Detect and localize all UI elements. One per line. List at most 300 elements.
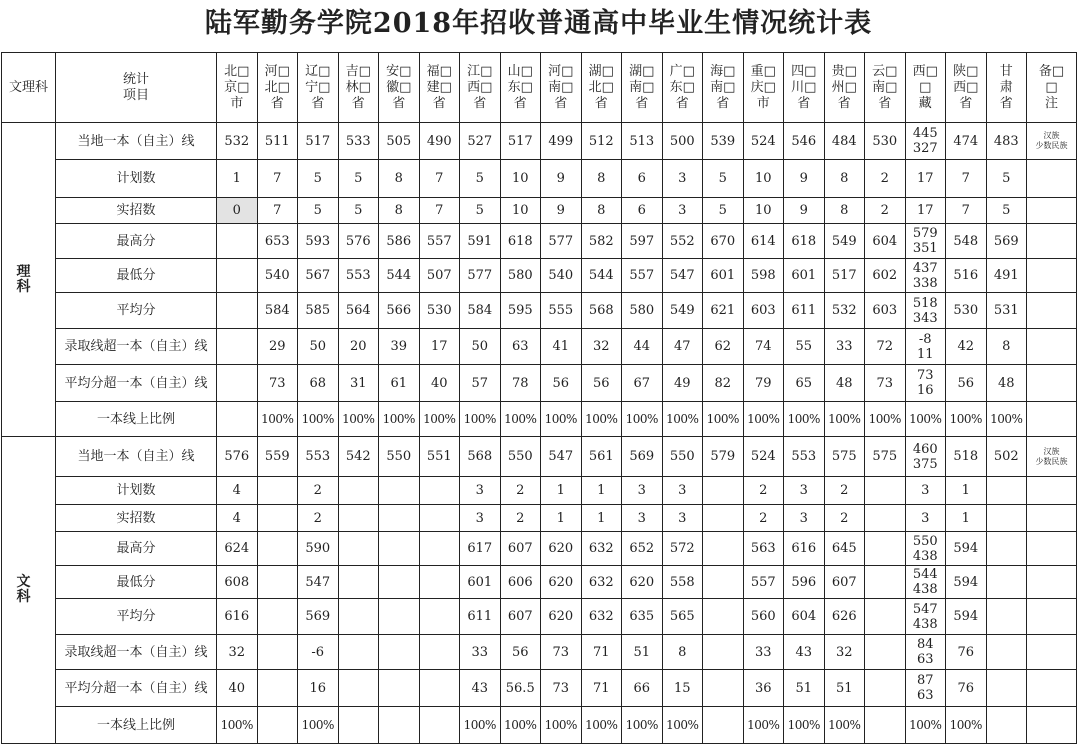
value-cell: 632 (581, 532, 622, 566)
value-cell (338, 477, 379, 505)
value-cell: 576 (338, 224, 379, 259)
value-cell: 32 (217, 635, 258, 670)
value-cell: 67 (622, 365, 663, 402)
header-province: 西□ □ 藏 (905, 53, 946, 123)
value-cell: 100% (500, 402, 541, 437)
value-cell: 550 (379, 437, 420, 477)
value-cell: 2 (743, 505, 784, 532)
value-cell: 55 (784, 329, 825, 365)
value-cell: 620 (541, 566, 582, 599)
value-cell: 56 (581, 365, 622, 402)
value-cell: 557 (419, 224, 460, 259)
value-cell: 2 (824, 477, 865, 505)
value-cell: 507 (419, 259, 460, 293)
value-cell: 560 (743, 599, 784, 635)
value-cell: 100% (581, 402, 622, 437)
value-cell: 530 (865, 123, 906, 160)
value-cell: 100% (784, 707, 825, 744)
value-cell: 517 (500, 123, 541, 160)
value-cell: 100% (379, 402, 420, 437)
value-cell (703, 566, 744, 599)
row-item-label: 最高分 (56, 224, 217, 259)
value-cell (703, 707, 744, 744)
value-cell: 48 (824, 365, 865, 402)
value-cell: 100% (703, 402, 744, 437)
value-cell (703, 477, 744, 505)
note-cell (1027, 198, 1077, 224)
value-cell: 616 (784, 532, 825, 566)
row-item-label: 最高分 (56, 532, 217, 566)
value-cell: 563 (743, 532, 784, 566)
value-cell: 594 (946, 599, 987, 635)
value-cell (338, 532, 379, 566)
table-row (2, 365, 1077, 402)
value-cell: 71 (581, 670, 622, 707)
value-cell: 100% (905, 402, 946, 437)
value-cell (217, 224, 258, 259)
value-cell (703, 670, 744, 707)
value-cell (379, 635, 420, 670)
table-row (2, 160, 1077, 198)
header-province: 云□ 南□ 省 (865, 53, 906, 123)
value-cell: 17 (905, 160, 946, 198)
value-cell: 7 (257, 198, 298, 224)
value-cell: 100% (865, 402, 906, 437)
value-cell: 547 (298, 566, 339, 599)
value-cell: 607 (500, 599, 541, 635)
value-cell (986, 707, 1027, 744)
value-cell (703, 599, 744, 635)
value-cell: 491 (986, 259, 1027, 293)
value-cell: 569 (622, 437, 663, 477)
value-cell: 550 (662, 437, 703, 477)
value-cell: 33 (743, 635, 784, 670)
value-cell: 56 (946, 365, 987, 402)
value-cell (257, 532, 298, 566)
value-cell: 593 (298, 224, 339, 259)
value-cell: 437 338 (905, 259, 946, 293)
table-row (2, 329, 1077, 365)
row-item-label: 平均分超一本（自主）线 (56, 670, 217, 707)
value-cell (986, 599, 1027, 635)
note-cell (1027, 505, 1077, 532)
value-cell: 532 (217, 123, 258, 160)
value-cell: 1 (581, 505, 622, 532)
value-cell: 7 (946, 198, 987, 224)
value-cell: 564 (338, 293, 379, 329)
header-note: 备□ □ 注 (1027, 53, 1077, 123)
value-cell: 547 438 (905, 599, 946, 635)
value-cell: 100% (743, 707, 784, 744)
value-cell: 51 (824, 670, 865, 707)
value-cell (865, 566, 906, 599)
value-cell (703, 635, 744, 670)
value-cell: 87 63 (905, 670, 946, 707)
value-cell: 569 (298, 599, 339, 635)
value-cell: 584 (257, 293, 298, 329)
value-cell (419, 635, 460, 670)
value-cell (986, 505, 1027, 532)
value-cell: 3 (905, 505, 946, 532)
table-row (2, 123, 1077, 160)
value-cell: 76 (946, 670, 987, 707)
value-cell: 518 (946, 437, 987, 477)
value-cell: 2 (500, 477, 541, 505)
value-cell: 82 (703, 365, 744, 402)
value-cell: 553 (338, 259, 379, 293)
value-cell: 552 (662, 224, 703, 259)
value-cell: 524 (743, 123, 784, 160)
value-cell (986, 670, 1027, 707)
value-cell: 1 (217, 160, 258, 198)
value-cell: 100% (460, 707, 501, 744)
value-cell: 2 (500, 505, 541, 532)
value-cell (865, 635, 906, 670)
value-cell (338, 670, 379, 707)
value-cell: 632 (581, 599, 622, 635)
value-cell: 568 (460, 437, 501, 477)
note-cell (1027, 259, 1077, 293)
value-cell: 5 (460, 198, 501, 224)
value-cell: 8 (581, 198, 622, 224)
header-province: 河□ 南□ 省 (541, 53, 582, 123)
value-cell: 624 (217, 532, 258, 566)
value-cell: 632 (581, 566, 622, 599)
value-cell (419, 532, 460, 566)
value-cell: 607 (824, 566, 865, 599)
table-row (2, 635, 1077, 670)
value-cell: 557 (743, 566, 784, 599)
value-cell: 603 (743, 293, 784, 329)
value-cell: 547 (541, 437, 582, 477)
header-province: 北□ 京□ 市 (217, 53, 258, 123)
value-cell: 580 (622, 293, 663, 329)
value-cell: 56 (500, 635, 541, 670)
value-cell: 3 (784, 477, 825, 505)
value-cell: 499 (541, 123, 582, 160)
value-cell: 84 63 (905, 635, 946, 670)
value-cell: 596 (784, 566, 825, 599)
note-cell (1027, 707, 1077, 744)
value-cell: 594 (946, 566, 987, 599)
value-cell (419, 599, 460, 635)
note-cell (1027, 477, 1077, 505)
value-cell: 100% (905, 707, 946, 744)
page-title: 陆军勤务学院2018年招收普通高中毕业生情况统计表 (204, 8, 873, 39)
statistics-table (1, 52, 1077, 744)
value-cell (703, 505, 744, 532)
header-province: 辽□ 宁□ 省 (298, 53, 339, 123)
value-cell: 580 (500, 259, 541, 293)
value-cell: 43 (460, 670, 501, 707)
value-cell: 5 (338, 198, 379, 224)
value-cell (379, 566, 420, 599)
value-cell: 567 (298, 259, 339, 293)
value-cell: 635 (622, 599, 663, 635)
value-cell (257, 477, 298, 505)
value-cell: 645 (824, 532, 865, 566)
value-cell: 6 (622, 160, 663, 198)
value-cell: 540 (257, 259, 298, 293)
row-item-label: 平均分超一本（自主）线 (56, 365, 217, 402)
value-cell: 8 (824, 160, 865, 198)
value-cell (865, 505, 906, 532)
value-cell: 490 (419, 123, 460, 160)
value-cell: 540 (541, 259, 582, 293)
value-cell: 71 (581, 635, 622, 670)
note-cell (1027, 670, 1077, 707)
value-cell: 549 (824, 224, 865, 259)
value-cell (419, 670, 460, 707)
value-cell: 569 (986, 224, 1027, 259)
value-cell: 100% (824, 402, 865, 437)
value-cell (379, 532, 420, 566)
value-cell: 611 (460, 599, 501, 635)
note-cell (1027, 402, 1077, 437)
value-cell: 100% (257, 402, 298, 437)
value-cell: 17 (905, 198, 946, 224)
row-item-label: 平均分 (56, 599, 217, 635)
table-row (2, 505, 1077, 532)
value-cell: 601 (460, 566, 501, 599)
value-cell (217, 259, 258, 293)
table-row (2, 224, 1077, 259)
value-cell (379, 707, 420, 744)
value-cell: 550 438 (905, 532, 946, 566)
value-cell: 511 (257, 123, 298, 160)
value-cell (986, 635, 1027, 670)
value-cell: 33 (824, 329, 865, 365)
value-cell: 548 (946, 224, 987, 259)
note-cell (1027, 224, 1077, 259)
value-cell (257, 707, 298, 744)
value-cell (986, 477, 1027, 505)
value-cell (865, 532, 906, 566)
value-cell: 7 (946, 160, 987, 198)
value-cell: 78 (500, 365, 541, 402)
value-cell: 15 (662, 670, 703, 707)
row-item-label: 计划数 (56, 477, 217, 505)
value-cell: 3 (784, 505, 825, 532)
value-cell: 595 (500, 293, 541, 329)
header-province: 江□ 西□ 省 (460, 53, 501, 123)
value-cell (865, 670, 906, 707)
value-cell: 42 (946, 329, 987, 365)
value-cell: 505 (379, 123, 420, 160)
value-cell: 544 438 (905, 566, 946, 599)
value-cell: 3 (622, 477, 663, 505)
header-province: 河□ 北□ 省 (257, 53, 298, 123)
value-cell (257, 599, 298, 635)
value-cell: 524 (743, 437, 784, 477)
value-cell (257, 505, 298, 532)
row-item-label: 实招数 (56, 198, 217, 224)
value-cell: 100% (622, 707, 663, 744)
value-cell: 539 (703, 123, 744, 160)
value-cell: 2 (298, 477, 339, 505)
value-cell: 559 (257, 437, 298, 477)
value-cell: 4 (217, 505, 258, 532)
value-cell: 1 (946, 477, 987, 505)
row-item-label: 录取线超一本（自主）线 (56, 329, 217, 365)
value-cell: 533 (338, 123, 379, 160)
value-cell: 518 343 (905, 293, 946, 329)
value-cell: 5 (298, 198, 339, 224)
value-cell: 527 (460, 123, 501, 160)
value-cell: 577 (541, 224, 582, 259)
value-cell: 553 (784, 437, 825, 477)
value-cell: 33 (460, 635, 501, 670)
value-cell: 9 (784, 198, 825, 224)
value-cell: 542 (338, 437, 379, 477)
value-cell (703, 532, 744, 566)
table-row (2, 532, 1077, 566)
row-item-label: 录取线超一本（自主）线 (56, 635, 217, 670)
value-cell: 8 (824, 198, 865, 224)
value-cell: 100% (500, 707, 541, 744)
header-category: 文理科 (2, 53, 56, 123)
value-cell: 484 (824, 123, 865, 160)
value-cell: 68 (298, 365, 339, 402)
value-cell (338, 707, 379, 744)
value-cell: 8 (986, 329, 1027, 365)
value-cell: 2 (865, 198, 906, 224)
value-cell (986, 566, 1027, 599)
value-cell: 100% (946, 707, 987, 744)
value-cell: 577 (460, 259, 501, 293)
value-cell (257, 635, 298, 670)
value-cell: 40 (217, 670, 258, 707)
value-cell: 5 (703, 160, 744, 198)
value-cell: 32 (581, 329, 622, 365)
value-cell: 66 (622, 670, 663, 707)
section-label: 理 科 (2, 123, 56, 437)
value-cell: 100% (662, 707, 703, 744)
header-province: 山□ 东□ 省 (500, 53, 541, 123)
value-cell: 620 (622, 566, 663, 599)
note-cell (1027, 365, 1077, 402)
value-cell: 100% (298, 402, 339, 437)
value-cell: 572 (662, 532, 703, 566)
note-cell: 汉族 少数民族 (1027, 437, 1077, 477)
value-cell: 56 (541, 365, 582, 402)
value-cell: 74 (743, 329, 784, 365)
value-cell: 575 (824, 437, 865, 477)
value-cell: 585 (298, 293, 339, 329)
value-cell: 3 (905, 477, 946, 505)
value-cell: 56.5 (500, 670, 541, 707)
section-label: 文 科 (2, 437, 56, 744)
value-cell: 48 (986, 365, 1027, 402)
value-cell: 517 (298, 123, 339, 160)
value-cell: 100% (338, 402, 379, 437)
value-cell: 79 (743, 365, 784, 402)
table-row (2, 293, 1077, 329)
value-cell: 670 (703, 224, 744, 259)
header-province: 安□ 徽□ 省 (379, 53, 420, 123)
value-cell: 516 (946, 259, 987, 293)
value-cell: 620 (541, 532, 582, 566)
value-cell (379, 477, 420, 505)
value-cell: 100% (581, 707, 622, 744)
value-cell: 57 (460, 365, 501, 402)
value-cell: 584 (460, 293, 501, 329)
value-cell: 10 (500, 160, 541, 198)
value-cell: 5 (986, 198, 1027, 224)
header-province: 海□ 南□ 省 (703, 53, 744, 123)
value-cell: 551 (419, 437, 460, 477)
value-cell (217, 329, 258, 365)
value-cell (217, 293, 258, 329)
table-row (2, 259, 1077, 293)
value-cell: 611 (784, 293, 825, 329)
value-cell: 100% (460, 402, 501, 437)
value-cell: 517 (824, 259, 865, 293)
header-row (2, 53, 1077, 123)
value-cell: 512 (581, 123, 622, 160)
value-cell: 5 (986, 160, 1027, 198)
value-cell: 604 (784, 599, 825, 635)
row-item-label: 计划数 (56, 160, 217, 198)
value-cell: 602 (865, 259, 906, 293)
value-cell: 100% (662, 402, 703, 437)
value-cell: 73 (541, 635, 582, 670)
value-cell: 544 (379, 259, 420, 293)
value-cell: 530 (419, 293, 460, 329)
value-cell: 483 (986, 123, 1027, 160)
header-province: 湖□ 北□ 省 (581, 53, 622, 123)
value-cell: 17 (419, 329, 460, 365)
value-cell: 603 (865, 293, 906, 329)
value-cell: 31 (338, 365, 379, 402)
value-cell: 100% (784, 402, 825, 437)
note-cell: 汉族 少数民族 (1027, 123, 1077, 160)
value-cell: 601 (703, 259, 744, 293)
value-cell: 579 351 (905, 224, 946, 259)
value-cell (338, 505, 379, 532)
table-row (2, 402, 1077, 437)
value-cell: 614 (743, 224, 784, 259)
value-cell: 3 (460, 477, 501, 505)
value-cell: 1 (946, 505, 987, 532)
value-cell: 5 (298, 160, 339, 198)
value-cell: 601 (784, 259, 825, 293)
value-cell: 586 (379, 224, 420, 259)
row-item-label: 一本线上比例 (56, 707, 217, 744)
table-row (2, 599, 1077, 635)
value-cell: 530 (946, 293, 987, 329)
value-cell: 3 (662, 198, 703, 224)
value-cell: 626 (824, 599, 865, 635)
row-item-label: 当地一本（自主）线 (56, 437, 217, 477)
value-cell: 10 (500, 198, 541, 224)
value-cell: 61 (379, 365, 420, 402)
value-cell: 7 (419, 160, 460, 198)
table-row (2, 477, 1077, 505)
value-cell: 100% (946, 402, 987, 437)
value-cell: -8 11 (905, 329, 946, 365)
value-cell: 445 327 (905, 123, 946, 160)
value-cell: 557 (622, 259, 663, 293)
value-cell: 500 (662, 123, 703, 160)
value-cell (379, 670, 420, 707)
value-cell: 3 (662, 477, 703, 505)
value-cell: 597 (622, 224, 663, 259)
value-cell (338, 599, 379, 635)
header-province: 广□ 东□ 省 (662, 53, 703, 123)
value-cell: 621 (703, 293, 744, 329)
value-cell: 532 (824, 293, 865, 329)
